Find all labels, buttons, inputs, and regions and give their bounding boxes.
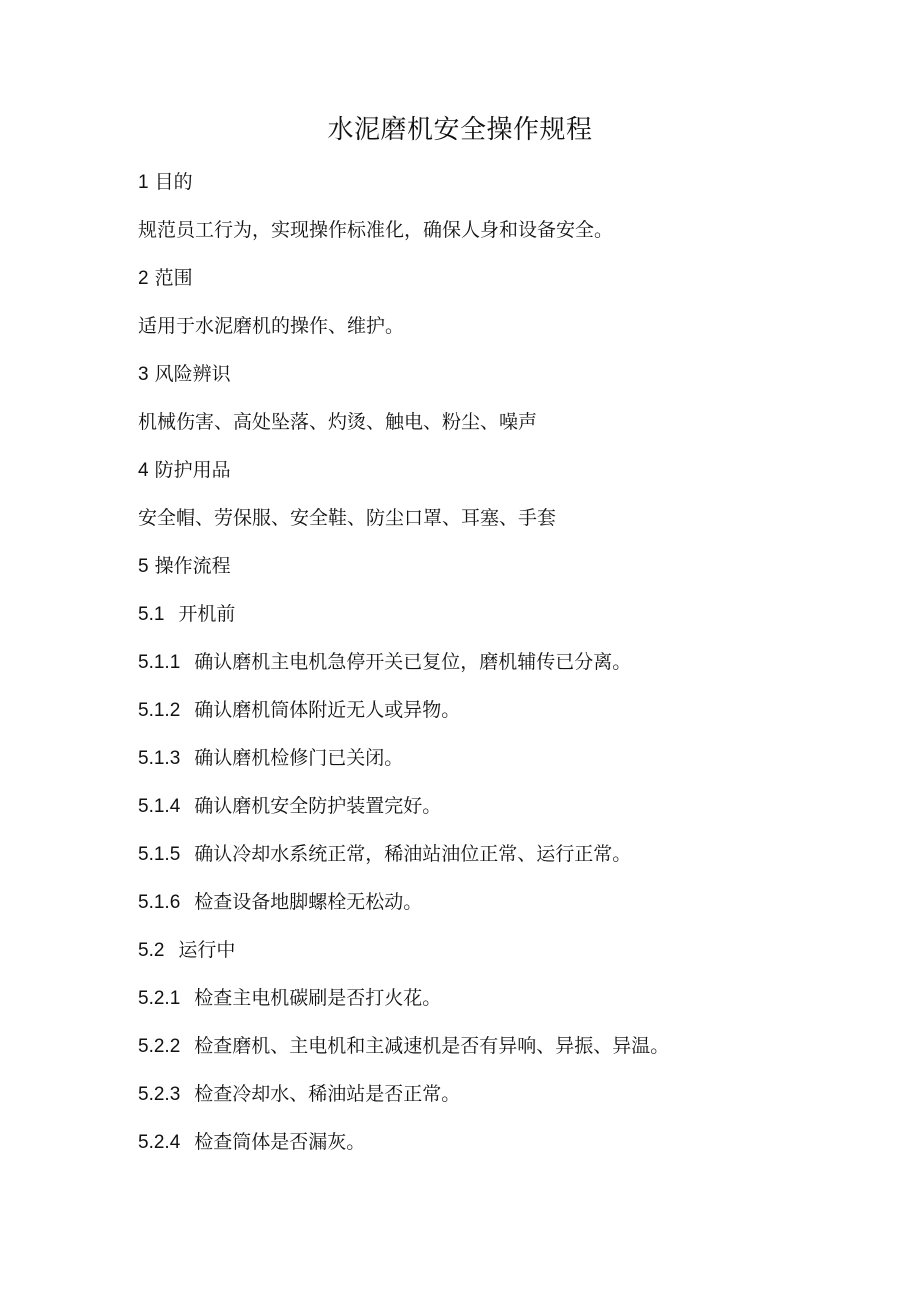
list-item [138, 782, 798, 830]
section-number: 4 [138, 460, 149, 481]
item-number: 5.2.3 [138, 1084, 181, 1105]
item-text: 检查主电机碳刷是否打火花。 [194, 987, 442, 1009]
paragraph [138, 206, 798, 254]
item-number: 5.1.1 [138, 652, 181, 673]
list-item [138, 1022, 798, 1070]
section-heading [138, 446, 798, 494]
subsection-heading [138, 926, 798, 974]
section-number: 2 [138, 268, 149, 289]
paragraph-text: 机械伤害、高处坠落、灼烫、触电、粉尘、噪声 [138, 411, 538, 433]
section-title: 操作流程 [154, 555, 231, 577]
item-text: 检查设备地脚螺栓无松动。 [194, 891, 423, 913]
item-number: 5.2.1 [138, 988, 181, 1009]
list-item [138, 1118, 798, 1166]
list-item [138, 734, 798, 782]
section-heading [138, 158, 798, 206]
list-item [138, 974, 798, 1022]
item-number: 5.1.5 [138, 844, 181, 865]
paragraph [138, 302, 798, 350]
subsection-number: 5.2 [138, 940, 165, 961]
paragraph-text: 规范员工行为，实现操作标准化，确保人身和设备安全。 [138, 219, 614, 241]
list-item [138, 638, 798, 686]
item-text: 确认磨机检修门已关闭。 [194, 747, 404, 769]
section-title: 目的 [154, 171, 193, 193]
item-number: 5.1.3 [138, 748, 181, 769]
item-number: 5.1.4 [138, 796, 181, 817]
list-item [138, 830, 798, 878]
section-number: 3 [138, 364, 149, 385]
list-item [138, 686, 798, 734]
paragraph-text: 安全帽、劳保服、安全鞋、防尘口罩、耳塞、手套 [138, 507, 557, 529]
paragraph-text: 适用于水泥磨机的操作、维护。 [138, 315, 405, 337]
section-number: 1 [138, 172, 149, 193]
item-text: 确认磨机筒体附近无人或异物。 [194, 699, 461, 721]
section-title: 范围 [154, 267, 193, 289]
item-number: 5.2.4 [138, 1132, 181, 1153]
section-heading [138, 542, 798, 590]
paragraph [138, 494, 798, 542]
item-number: 5.1.6 [138, 892, 181, 913]
subsection-title: 开机前 [178, 603, 236, 625]
list-item [138, 878, 798, 926]
item-text: 确认冷却水系统正常，稀油站油位正常、运行正常。 [194, 843, 632, 865]
document-body [138, 158, 798, 1166]
subsection-number: 5.1 [138, 604, 165, 625]
item-text: 检查磨机、主电机和主减速机是否有异响、异振、异温。 [194, 1035, 670, 1057]
list-item [138, 1070, 798, 1118]
section-title: 风险辨识 [154, 363, 231, 385]
section-heading [138, 254, 798, 302]
paragraph [138, 398, 798, 446]
item-text: 检查筒体是否漏灰。 [194, 1131, 366, 1153]
document-title: 水泥磨机安全操作规程 [327, 115, 593, 145]
subsection-title: 运行中 [178, 939, 236, 961]
item-number: 5.1.2 [138, 700, 181, 721]
item-text: 确认磨机主电机急停开关已复位，磨机辅传已分离。 [194, 651, 632, 673]
item-number: 5.2.2 [138, 1036, 181, 1057]
section-number: 5 [138, 556, 149, 577]
item-text: 检查冷却水、稀油站是否正常。 [194, 1083, 461, 1105]
item-text: 确认磨机安全防护装置完好。 [194, 795, 442, 817]
section-title: 防护用品 [154, 459, 231, 481]
section-heading [138, 350, 798, 398]
subsection-heading [138, 590, 798, 638]
